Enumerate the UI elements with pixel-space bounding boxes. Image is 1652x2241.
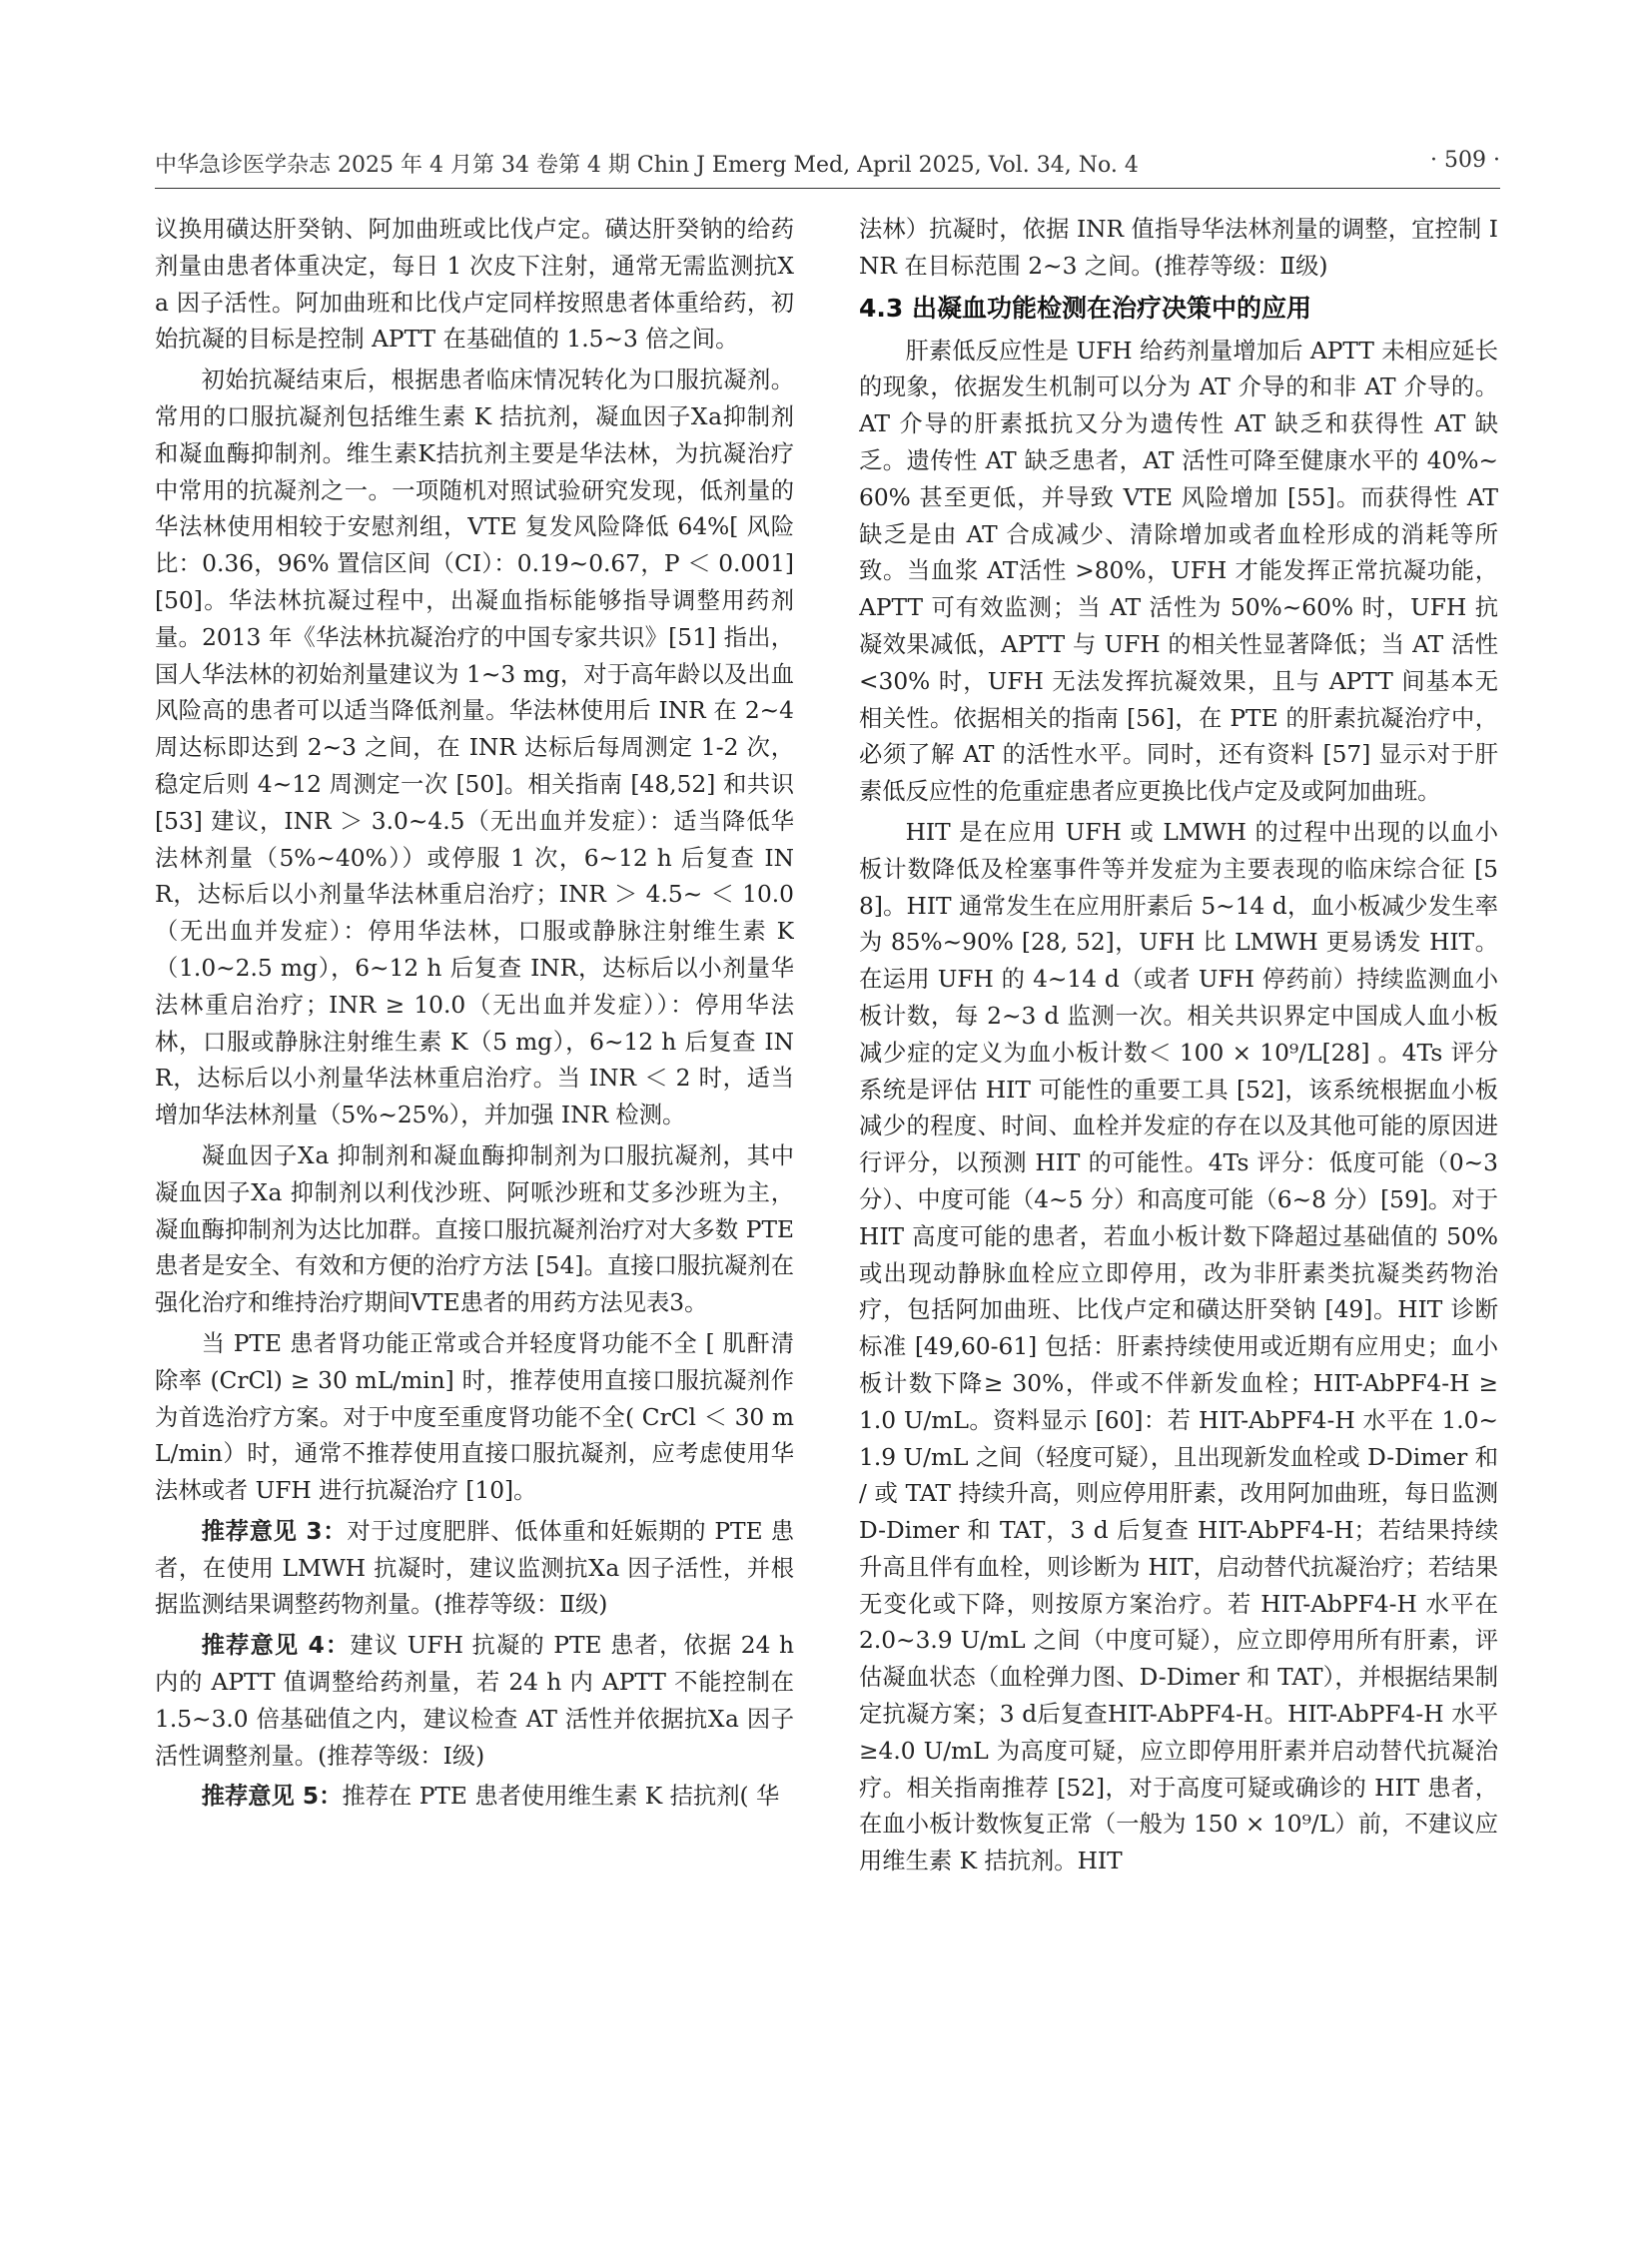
right-column — [859, 212, 1498, 2199]
paragraph: 议换用磺达肝癸钠、阿加曲班或比伐卢定。磺达肝癸钠的给药剂量由患者体重决定，每日 1 次皮下注射，通常无需监测抗Ⅹa 因子活性。阿加曲班和比伐卢定同样按照患者体重给药，初始抗凝的目标是控制 APTT 在基础值的 1.5~3 倍之间。 — [155, 216, 794, 354]
recommendation-text: 建议 UFH 抗凝的 PTE 患者，依据 24 h 内的 APTT 值调整给药剂量，若 24 h 内 APTT 不能控制在 1.5~3.0 倍基础值之内，建议检查 AT 活性并依据抗Ⅹa 因子活性调整剂量。(推荐等级：Ⅰ级) — [155, 1632, 794, 1770]
running-header — [155, 148, 1500, 182]
recommendation-label: 推荐意见 4： — [201, 1632, 351, 1660]
recommendation-5 — [155, 1779, 794, 1816]
paragraph: 初始抗凝结束后，根据患者临床情况转化为口服抗凝剂。常用的口服抗凝剂包括维生素 K 拮抗剂，凝血因子Ⅹa抑制剂和凝血酶抑制剂。维生素K拮抗剂主要是华法林，为抗凝治疗中常用的抗凝剂之一。一项随机对照试验研究发现，低剂量的华法林使用相较于安慰剂组，VTE 复发风险降低 64%[ 风险比：0.36，96% 置信区间（CI）：0.19~0.67，P ＜ 0.001][50]。华法林抗凝过程中，出凝血指标能够指导调整用药剂量。2013 年《华法林抗凝治疗的中国专家共识》[51] 指出，国人华法林的初始剂量建议为 1~3 mg，对于高年龄以及出血风险高的患者可以适当降低剂量。华法林使用后 INR 在 2~4 周达标即达到 2~3 之间，在 INR 达标后每周测定 1-2 次，稳定后则 4~12 周测定一次 [50]。相关指南 [48,52] 和共识 [53] 建议，INR ＞ 3.0~4.5（无出血并发症）：适当降低华法林剂量（5%~40%））或停服 1 次，6~12 h 后复查 INR，达标后以小剂量华法林重启治疗；INR ＞ 4.5~ ＜ 10.0（无出血并发症）：停用华法林，口服或静脉注射维生素 K（1.0~2.5 mg），6~12 h 后复查 INR，达标后以小剂量华法林重启治疗；INR ≥ 10.0（无出血并发症））：停用华法林，口服或静脉注射维生素 K（5 mg），6~12 h 后复查 INR，达标后以小剂量华法林重启治疗。当 INR ＜ 2 时，适当增加华法林剂量（5%~25%），并加强 INR 检测。 — [155, 367, 794, 1129]
recommendation-text: 推荐在 PTE 患者使用维生素 K 拮抗剂( 华 — [342, 1783, 780, 1811]
recommendation-3 — [155, 1514, 794, 1624]
paragraph: 法林）抗凝时，依据 INR 值指导华法林剂量的调整，宜控制 INR 在目标范围 2~3 之间。(推荐等级：Ⅱ级) — [859, 216, 1498, 280]
left-column — [155, 212, 794, 2199]
recommendation-text: 对于过度肥胖、低体重和妊娠期的 PTE 患者，在使用 LMWH 抗凝时，建议监测抗Ⅹa 因子活性，并根据监测结果调整药物剂量。(推荐等级：Ⅱ级) — [155, 1517, 794, 1619]
header-rule — [155, 188, 1500, 189]
paragraph: 肝素低反应性是 UFH 给药剂量增加后 APTT 未相应延长的现象，依据发生机制可以分为 AT 介导的和非 AT 介导的。AT 介导的肝素抵抗又分为遗传性 AT 缺乏和获得性 AT 缺乏。遗传性 AT 缺乏患者，AT 活性可降至健康水平的 40%~60% 甚至更低，并导致 VTE 风险增加 [55]。而获得性 AT 缺乏是由 AT 合成减少、清除增加或者血栓形成的消耗等所致。当血浆 AT活性 >80%，UFH 才能发挥正常抗凝功能，APTT 可有效监测；当 AT 活性为 50%~60% 时，UFH 抗凝效果减低，APTT 与 UFH 的相关性显著降低；当 AT 活性 <30% 时，UFH 无法发挥抗凝效果，且与 APTT 间基本无相关性。依据相关的指南 [56]，在 PTE 的肝素抗凝治疗中，必须了解 AT 的活性水平。同时，还有资料 [57] 显示对于肝素低反应性的危重症患者应更换比伐卢定及或阿加曲班。 — [859, 337, 1498, 806]
recommendation-4 — [155, 1628, 794, 1775]
journal-citation: 中华急诊医学杂志 2025 年 4 月第 34 卷第 4 期 Chin J Emerg Med, April 2025, Vol. 34, No. 4 — [155, 153, 1139, 178]
paragraph: HIT 是在应用 UFH 或 LMWH 的过程中出现的以血小板计数降低及栓塞事件等并发症为主要表现的临床综合征 [58]。HIT 通常发生在应用肝素后 5~14 d，血小板减少发生率为 85%~90% [28, 52]，UFH 比 LMWH 更易诱发 HIT。在运用 UFH 的 4~14 d（或者 UFH 停药前）持续监测血小板计数，每 2~3 d 监测一次。相关共识界定中国成人血小板减少症的定义为血小板计数＜ 100 × 10⁹/L[28] 。4Ts 评分系统是评估 HIT 可能性的重要工具 [52]，该系统根据血小板减少的程度、时间、血栓并发症的存在以及其他可能的原因进行评分，以预测 HIT 的可能性。4Ts 评分：低度可能（0~3 分）、中度可能（4~5 分）和高度可能（6~8 分）[59]。对于 HIT 高度可能的患者，若血小板计数下降超过基础值的 50% 或出现动静脉血栓应立即停用，改为非肝素类抗凝类药物治疗，包括阿加曲班、比伐卢定和磺达肝癸钠 [49]。HIT 诊断标准 [49,60-61] 包括：肝素持续使用或近期有应用史；血小板计数下降≥ 30%，伴或不伴新发血栓；HIT-AbPF4-H ≥ 1.0 U/mL。资料显示 [60]：若 HIT-AbPF4-H 水平在 1.0~1.9 U/mL 之间（轻度可疑），且出现新发血栓或 D-Dimer 和 / 或 TAT 持续升高，则应停用肝素，改用阿加曲班，每日监测 D-Dimer 和 TAT，3 d 后复查 HIT-AbPF4-H；若结果持续升高且伴有血栓，则诊断为 HIT，启动替代抗凝治疗；若结果无变化或下降，则按原方案治疗。若 HIT-AbPF4-H 水平在 2.0~3.9 U/mL 之间（中度可疑），应立即停用所有肝素，评估凝血状态（血栓弹力图、D-Dimer 和 TAT），并根据结果制定抗凝方案；3 d后复查HIT-AbPF4-H。HIT-AbPF4-H 水平≥4.0 U/mL 为高度可疑，应立即停用肝素并启动替代抗凝治疗。相关指南推荐 [52]，对于高度可疑或确诊的 HIT 患者，在血小板计数恢复正常（一般为 150 × 10⁹/L）前，不建议应用维生素 K 拮抗剂。HIT — [859, 818, 1498, 1875]
paragraph: 凝血因子Ⅹa 抑制剂和凝血酶抑制剂为口服抗凝剂，其中凝血因子Ⅹa 抑制剂以利伐沙班、阿哌沙班和艾多沙班为主，凝血酶抑制剂为达比加群。直接口服抗凝剂治疗对大多数 PTE 患者是安全、有效和方便的治疗方法 [54]。直接口服抗凝剂在强化治疗和维持治疗期间VTE患者的用药方法见表3。 — [155, 1141, 794, 1317]
page-number: · 509 · — [1430, 148, 1500, 173]
section-heading: 4.3 出凝血功能检测在治疗决策中的应用 — [859, 293, 1311, 323]
recommendation-label: 推荐意见 3： — [201, 1517, 348, 1545]
paragraph: 当 PTE 患者肾功能正常或合并轻度肾功能不全 [ 肌酐清除率 (CrCl) ≥ 30 mL/min] 时，推荐使用直接口服抗凝剂作为首选治疗方案。对于中度至重度肾功能不全( CrCl ＜ 30 mL/min）时，通常不推荐使用直接口服抗凝剂，应考虑使用华法林或者 UFH 进行抗凝治疗 [10]。 — [155, 1329, 794, 1505]
recommendation-label: 推荐意见 5： — [201, 1783, 343, 1811]
